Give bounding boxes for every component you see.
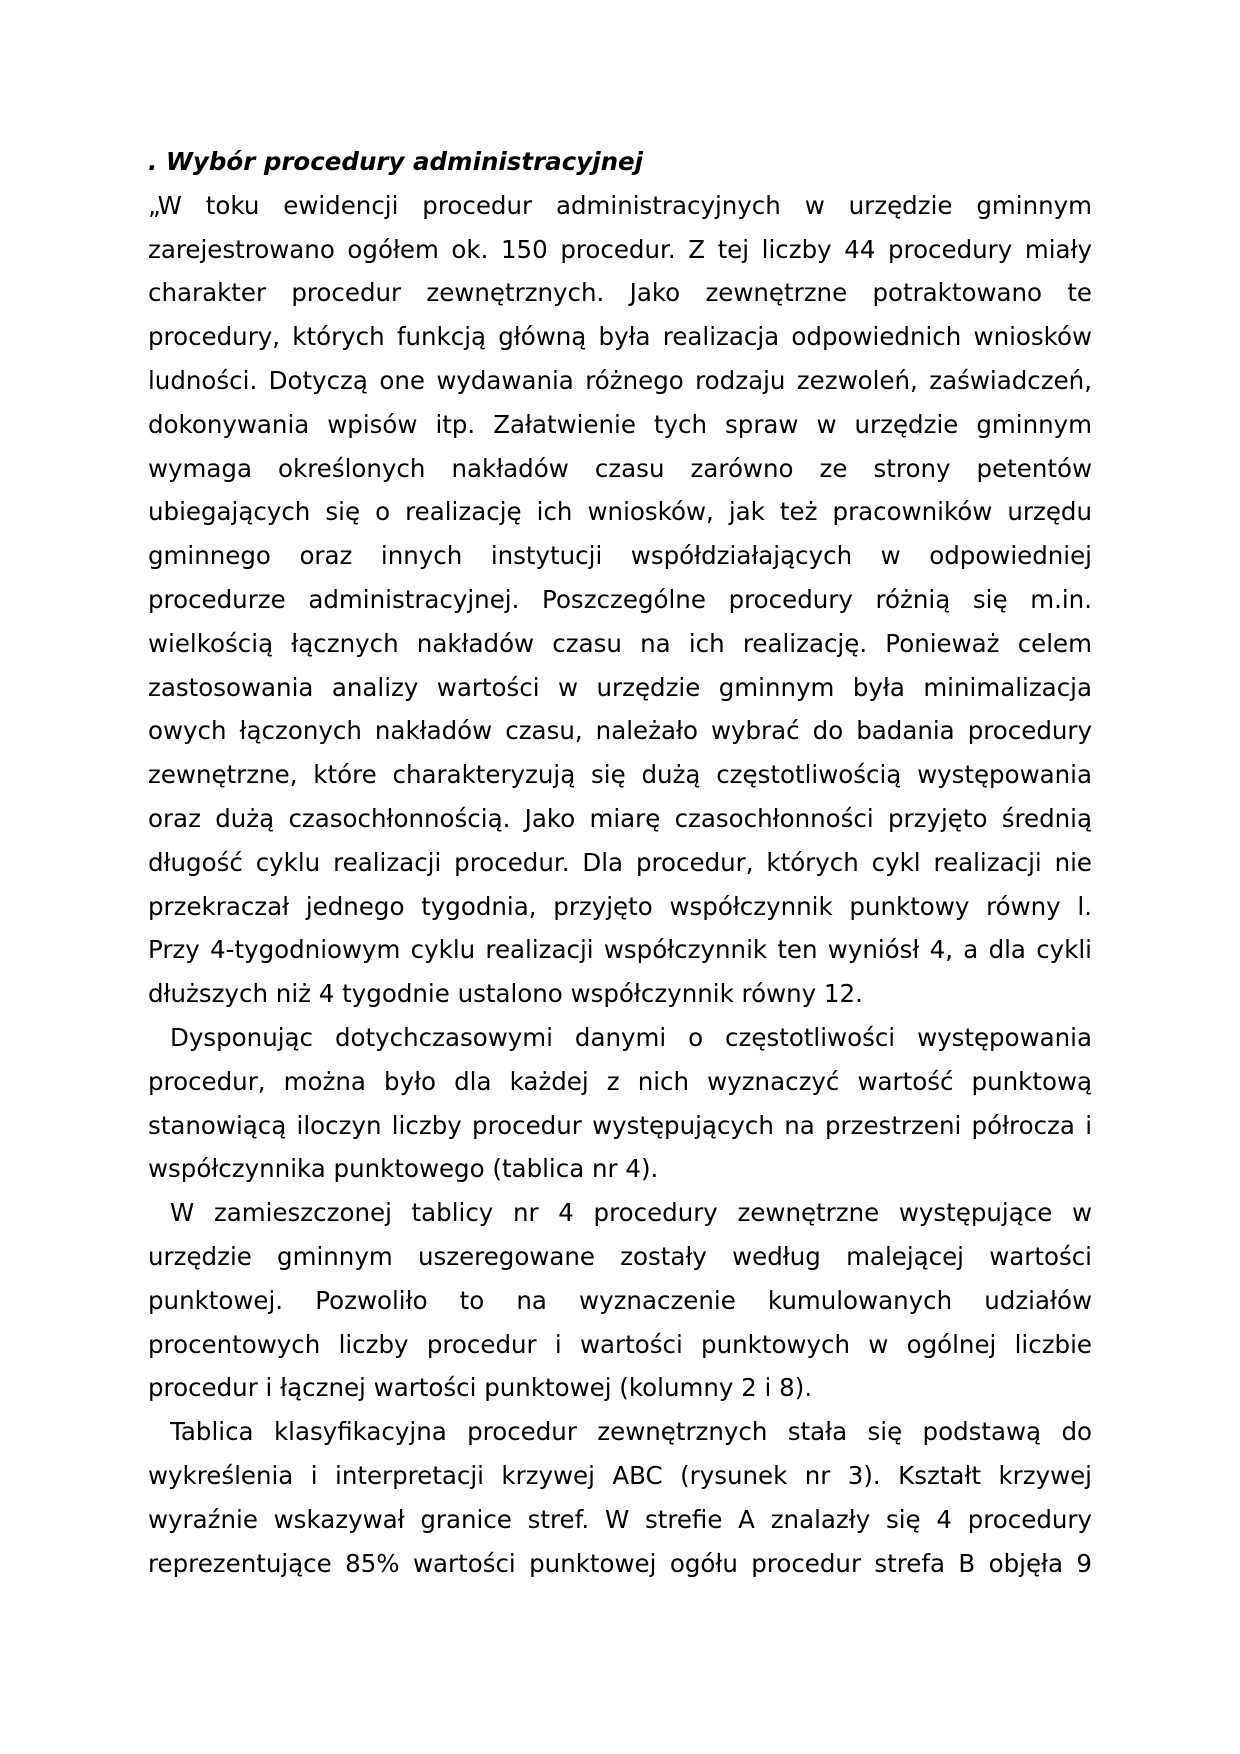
- text-line: zewnętrzne, które charakteryzują się dużą częstotliwością występowania: [148, 760, 1092, 790]
- text-line: procedurze administracyjnej. Poszczególne procedury różnią się m.in.: [148, 584, 1092, 614]
- text-line: ubiegających się o realizację ich wniosków, jak też pracowników urzędu: [148, 497, 1092, 527]
- text-line: procedur, można było dla każdej z nich wyznaczyć wartość punktową: [148, 1066, 1092, 1096]
- section-heading: . Wybór procedury administracyjnej: [148, 147, 644, 176]
- text-line: oraz dużą czasochłonnością. Jako miarę czasochłonności przyjęto średnią: [148, 803, 1092, 833]
- paragraph-3: [148, 1191, 1092, 1410]
- text-line: współczynnika punktowego (tablica nr 4).: [148, 1154, 659, 1184]
- text-line: procedury, których funkcją główną była realizacja odpowiednich wniosków: [148, 322, 1092, 352]
- text-line: urzędzie gminnym uszeregowane zostały według malejącej wartości: [148, 1241, 1092, 1271]
- text-line: punktowej. Pozwoliło to na wyznaczenie kumulowanych udziałów: [148, 1285, 1092, 1315]
- text-line: długość cyklu realizacji procedur. Dla procedur, których cykl realizacji nie: [148, 847, 1092, 877]
- text-line: gminnego oraz innych instytucji współdziałających w odpowiedniej: [148, 541, 1092, 571]
- text-line: dłuższych niż 4 tygodnie ustalono współczynnik równy 12.: [148, 979, 863, 1009]
- text-line: owych łączonych nakładów czasu, należało wybrać do badania procedury: [148, 716, 1092, 746]
- text-line: Tablica klasyfikacyjna procedur zewnętrznych stała się podstawą do: [170, 1417, 1092, 1447]
- text-line: zastosowania analizy wartości w urzędzie gminnym była minimalizacja: [148, 672, 1092, 702]
- text-line: wymaga określonych nakładów czasu zarówno ze strony petentów: [148, 453, 1092, 483]
- text-line: reprezentujące 85% wartości punktowej ogółu procedur strefa B objęła 9: [148, 1548, 1092, 1578]
- text-line: ludności. Dotyczą one wydawania różnego rodzaju zezwoleń, zaświadczeń,: [148, 365, 1092, 395]
- text-line: przekraczał jednego tygodnia, przyjęto współczynnik punktowy równy l.: [148, 891, 1092, 921]
- text-line: wykreślenia i interpretacji krzywej ABC (rysunek nr 3). Kształt krzywej: [148, 1460, 1092, 1490]
- text-line: procedur i łącznej wartości punktowej (kolumny 2 i 8).: [148, 1373, 813, 1403]
- text-line: stanowiącą iloczyn liczby procedur występujących na przestrzeni półrocza i: [148, 1110, 1092, 1140]
- text-line: charakter procedur zewnętrznych. Jako zewnętrzne potraktowano te: [148, 278, 1092, 308]
- paragraph-4: [148, 1410, 1092, 1585]
- text-line: dokonywania wpisów itp. Załatwienie tych spraw w urzędzie gminnym: [148, 409, 1092, 439]
- paragraph-2: [148, 1016, 1092, 1191]
- paragraph-1: [148, 184, 1092, 1016]
- text-line: W zamieszczonej tablicy nr 4 procedury zewnętrzne występujące w: [170, 1198, 1092, 1228]
- document-body: [148, 140, 1092, 1585]
- text-line: wyraźnie wskazywał granice stref. W strefie A znalazły się 4 procedury: [148, 1504, 1092, 1534]
- text-line: zarejestrowano ogółem ok. 150 procedur. Z tej liczby 44 procedury miały: [148, 234, 1092, 264]
- text-line: procentowych liczby procedur i wartości punktowych w ogólnej liczbie: [148, 1329, 1092, 1359]
- text-line: Dysponując dotychczasowymi danymi o częstotliwości występowania: [170, 1022, 1092, 1052]
- text-line: Przy 4-tygodniowym cyklu realizacji współczynnik ten wyniósł 4, a dla cykli: [148, 935, 1092, 965]
- text-line: wielkością łącznych nakładów czasu na ich realizację. Ponieważ celem: [148, 628, 1092, 658]
- text-line: „W toku ewidencji procedur administracyjnych w urzędzie gminnym: [148, 190, 1092, 220]
